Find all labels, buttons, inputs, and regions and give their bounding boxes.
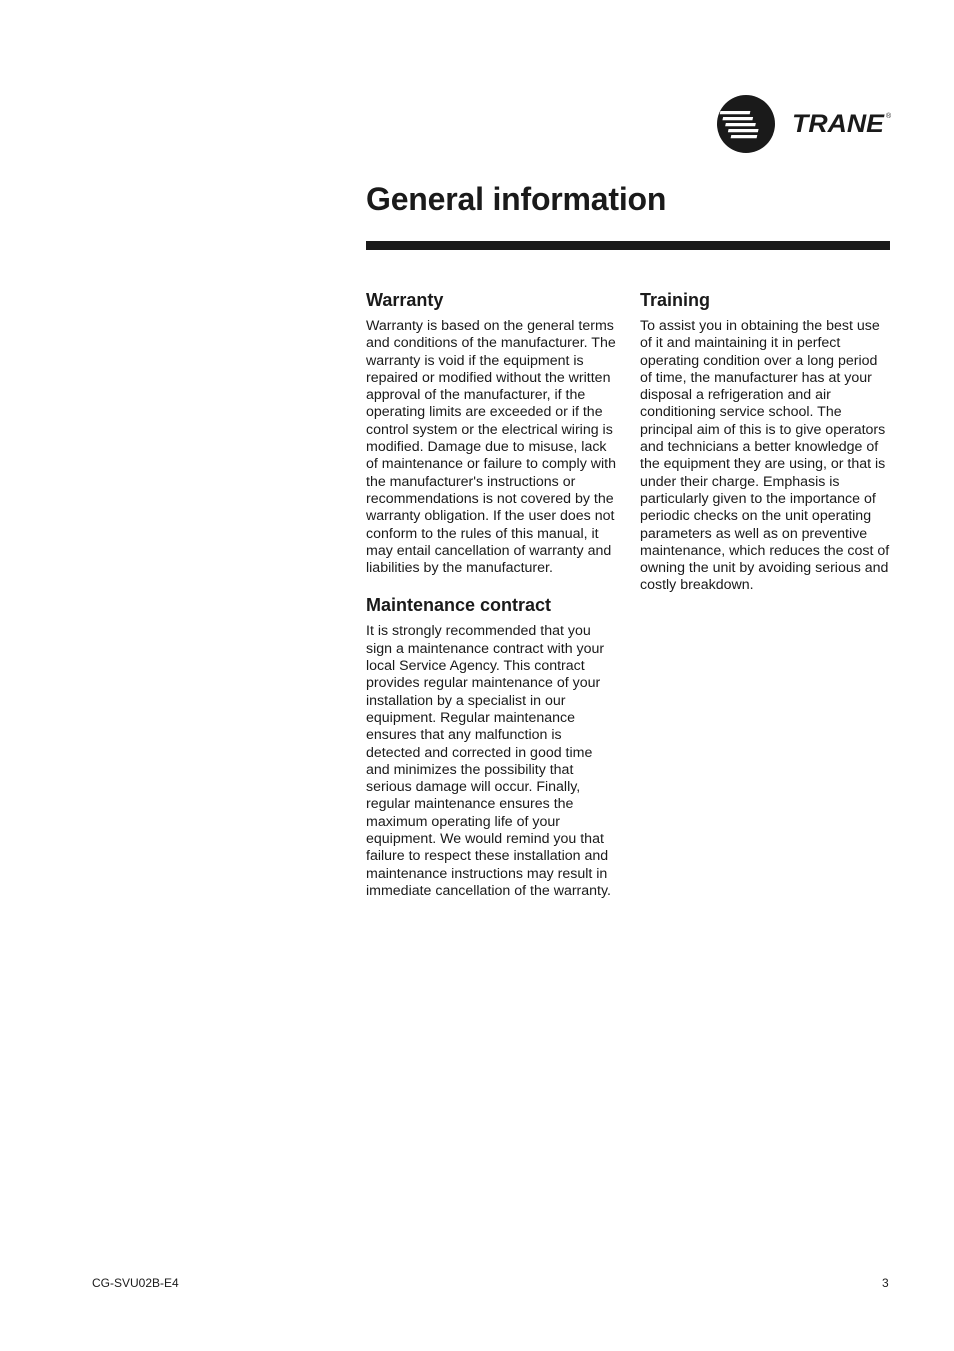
maintenance-heading: Maintenance contract — [366, 595, 552, 616]
warranty-body: Warranty is based on the general terms and conditions of the manufacturer. The warranty is void if the equipment is repaired or modified without the written approval of the manufacturer, if the operating limits are exceeded or if the control system or the electrical wiring is modified. Damage due to misuse, lack of maintenance or failure to comply with the manufacturer's instructions or recommendations is not covered by the warranty obligation. If the user does not conform to the rules of this manual, it may entail cancellation of warranty and liabilities by the manufacturer. — [366, 318, 616, 577]
training-section — [640, 289, 892, 595]
maintenance-body: It is strongly recommended that you sign a maintenance contract with your local Service Agency. This contract provides regular maintenance of your installation by a specialist in our equipment. Regular maintenance ensures that any malfunction is detected and corrected in good time and minimizes the possibility that serious damage will occur. Finally, regular maintenance ensures the maximum operating life of your equipment. We would remind you that failure to respect these installation and maintenance instructions may result in immediate cancellation of the warranty. — [366, 623, 611, 899]
trane-logo — [716, 94, 892, 154]
right-column — [640, 289, 892, 612]
title-divider — [366, 241, 890, 250]
document-code: CG-SVU02B-E4 — [92, 1276, 179, 1290]
warranty-section — [366, 289, 618, 577]
trane-logo-icon — [716, 94, 892, 154]
registered-mark: ® — [886, 113, 892, 120]
page-title: General information — [366, 181, 667, 217]
training-body: To assist you in obtaining the best use of it and maintaining it in perfect operating condition over a long period of time, the manufacturer has at your disposal a refrigeration and air conditioning service school. The principal aim of this is to give operators and technicians a better knowledge of the equipment they are using, or that is under their charge. Emphasis is particularly given to the importance of periodic checks on the unit operating parameters as well as on preventive maintenance, which reduces the cost of owning the unit by avoiding serious and costly breakdown. — [640, 318, 890, 594]
page-number: 3 — [882, 1276, 889, 1290]
training-heading: Training — [640, 290, 711, 310]
maintenance-section — [366, 594, 618, 900]
brand-name: TRANE — [792, 110, 886, 138]
warranty-heading: Warranty — [366, 290, 444, 310]
left-column — [366, 289, 618, 917]
